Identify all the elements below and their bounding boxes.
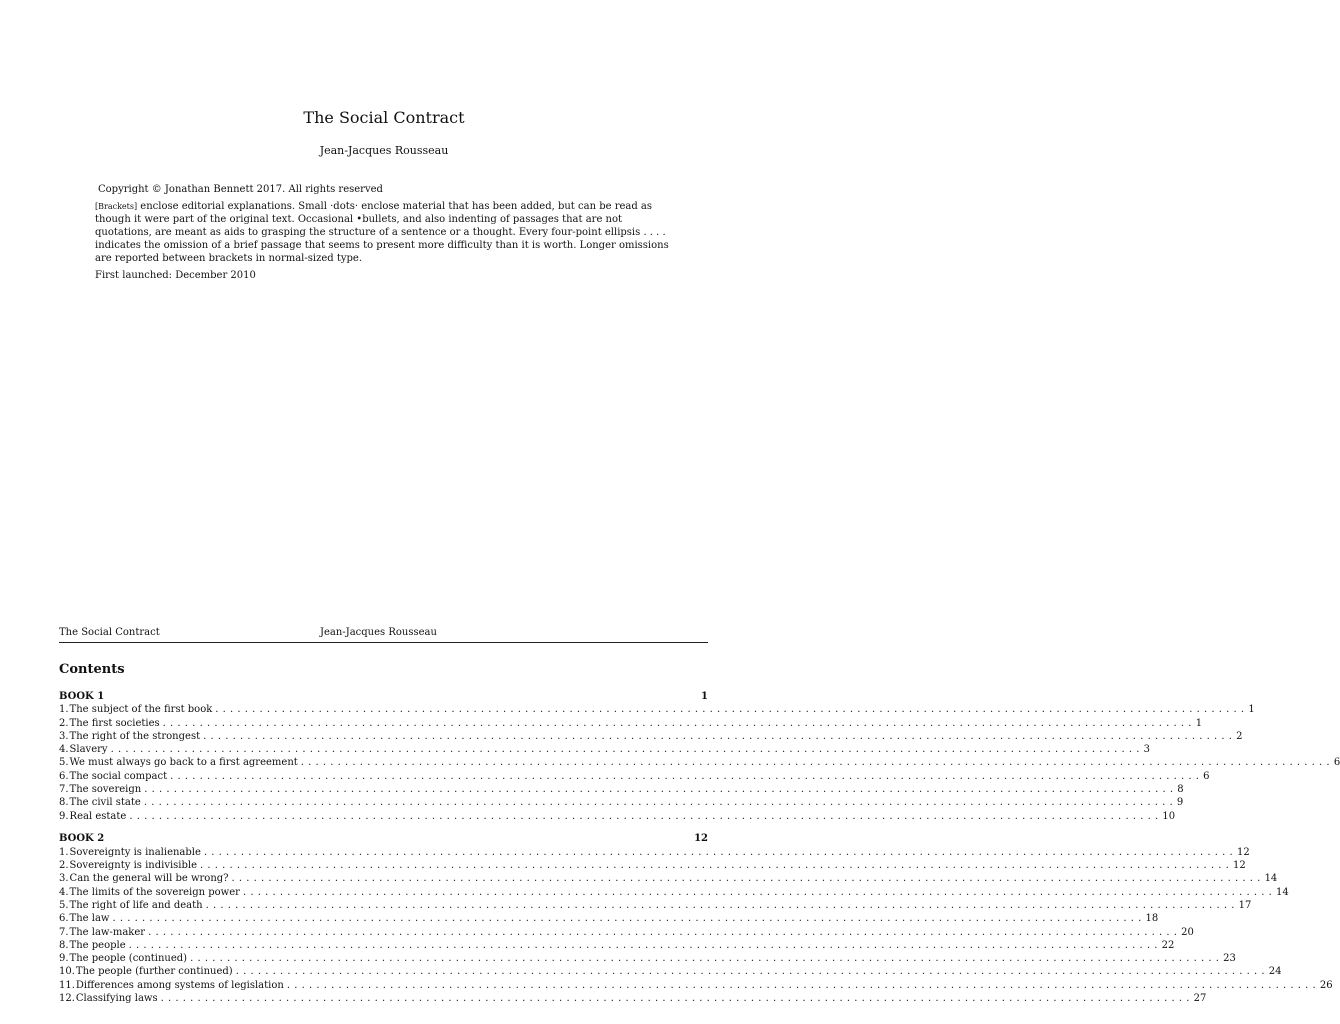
toc-entry-title: The limits of the sovereign power <box>69 886 240 898</box>
toc-entry[interactable] <box>59 899 1252 912</box>
toc-entry-page: 20 <box>1181 926 1194 938</box>
toc-entry[interactable] <box>59 703 1255 716</box>
toc-entry-page: 8 <box>1177 784 1184 796</box>
toc-entry[interactable] <box>59 979 1333 992</box>
toc-entry-number: 4. <box>59 886 69 898</box>
toc-book-row[interactable] <box>59 690 708 703</box>
toc-dot-leader: ............................................................................................................................................ <box>129 810 1163 822</box>
toc-entry[interactable] <box>59 926 1194 939</box>
toc-dot-leader: ............................................................................................................................................ <box>200 860 1234 872</box>
toc-entry[interactable] <box>59 730 1243 743</box>
toc-entry-page: 23 <box>1223 953 1236 965</box>
toc-entry-number: 6. <box>59 770 69 782</box>
toc-entry-page: 17 <box>1238 899 1252 911</box>
toc-entry-title: The civil state <box>69 797 141 809</box>
toc-dot-leader: ............................................................................................................................................ <box>235 966 1269 978</box>
toc-entry-number: 1. <box>59 846 69 858</box>
toc-entry[interactable] <box>59 717 1203 730</box>
toc-entry-title: The people (continued) <box>69 953 188 965</box>
toc-entry-page: 18 <box>1145 913 1159 925</box>
toc-entry-number: 7. <box>59 926 69 938</box>
toc-entry-page: 24 <box>1268 966 1282 978</box>
toc-entry-number: 3. <box>59 730 69 742</box>
toc-entry[interactable] <box>59 886 1289 899</box>
running-header <box>59 627 708 643</box>
toc-entry[interactable] <box>59 872 1278 885</box>
toc-entry-title: The sovereign <box>69 784 142 796</box>
toc-dot-leader: ............................................................................................................................................ <box>205 899 1239 911</box>
running-header-title: The Social Contract <box>59 627 160 638</box>
toc-entry-title: The right of the strongest <box>69 730 201 742</box>
toc-entry-number: 4. <box>59 744 69 756</box>
toc-entry-number: 8. <box>59 939 69 951</box>
toc-entry-title: We must always go back to a first agreement <box>69 757 298 769</box>
toc-entry-page: 1 <box>1195 717 1203 729</box>
toc-entry[interactable] <box>59 912 1159 925</box>
toc-entry-number: 7. <box>59 784 69 796</box>
toc-dot-leader: ............................................................................................................................................ <box>128 939 1162 951</box>
toc-entry-page: 27 <box>1193 993 1207 1005</box>
toc-entry[interactable] <box>59 743 1150 756</box>
toc-dot-leader: ............................................................................................................................................ <box>300 757 1334 769</box>
copyright-notice: Copyright © Jonathan Bennett 2017. All rights reserved <box>98 184 383 195</box>
toc-book-label: BOOK 1 <box>59 691 105 702</box>
toc-book-page: 1 <box>701 691 708 702</box>
toc-dot-leader: ............................................................................................................................................ <box>148 926 1182 938</box>
toc-entry-number: 9. <box>59 953 69 965</box>
document-author: Jean-Jacques Rousseau <box>319 144 449 157</box>
toc-dot-leader: ............................................................................................................................................ <box>162 717 1196 729</box>
intro-brackets-label: [Brackets] <box>95 202 138 211</box>
toc-entry[interactable] <box>59 783 1184 796</box>
toc-entry[interactable] <box>59 952 1236 965</box>
toc-dot-leader: ............................................................................................................................................ <box>143 797 1177 809</box>
toc-entry-page: 6 <box>1333 757 1340 769</box>
toc-entry[interactable] <box>59 859 1246 872</box>
toc-entry-number: 1. <box>59 704 69 716</box>
toc-entry-title: Sovereignty is indivisible <box>69 860 198 872</box>
toc-dot-leader: ............................................................................................................................................ <box>110 744 1144 756</box>
first-launched: First launched: December 2010 <box>95 270 256 281</box>
toc-book-row[interactable] <box>59 832 708 845</box>
toc-entry[interactable] <box>59 770 1210 783</box>
toc-entry[interactable] <box>59 992 1207 1005</box>
toc-entry-title: The social compact <box>69 770 168 782</box>
toc-entry-page: 12 <box>1236 846 1250 858</box>
intro-text: enclose editorial explanations. Small ·dots· enclose material that has been added, but can be read as though it were part of the original text. Occasional •bullets, and also indenting of passages that are not quotations, are meant as aids to grasping the structure of a sentence or a thought. Every four-point ellipsis . . . . indicates the omission of a brief passage that seems to present more difficulty than it is worth. Longer omissions are reported between brackets in normal-sized type. <box>95 201 669 264</box>
table-of-contents <box>59 690 1340 1005</box>
toc-entry[interactable] <box>59 846 1250 859</box>
toc-entry-title: Classifying laws <box>75 993 158 1005</box>
toc-entry-number: 6. <box>59 913 69 925</box>
toc-entry[interactable] <box>59 756 1340 769</box>
toc-dot-leader: ............................................................................................................................................ <box>203 730 1237 742</box>
toc-entry-page: 9 <box>1176 797 1184 809</box>
toc-entry-title: Real estate <box>69 810 127 822</box>
toc-entry-title: Sovereignty is inalienable <box>69 846 201 858</box>
toc-entry-number: 12. <box>59 993 75 1005</box>
toc-entry-page: 14 <box>1264 873 1278 885</box>
toc-entry[interactable] <box>59 810 1176 823</box>
book-spacer <box>59 823 708 833</box>
toc-entry[interactable] <box>59 796 1184 809</box>
toc-dot-leader: ............................................................................................................................................ <box>242 886 1276 898</box>
running-header-author: Jean-Jacques Rousseau <box>320 627 437 638</box>
toc-entry-page: 1 <box>1248 704 1255 716</box>
toc-entry-title: The first societies <box>69 717 160 729</box>
toc-dot-leader: ............................................................................................................................................ <box>190 953 1224 965</box>
toc-entry-page: 12 <box>1233 860 1246 872</box>
toc-entry-number: 2. <box>59 717 69 729</box>
toc-dot-leader: ............................................................................................................................................ <box>231 873 1265 885</box>
toc-entry-title: The law-maker <box>69 926 146 938</box>
editorial-intro <box>95 200 677 265</box>
toc-entry-title: The people (further continued) <box>75 966 233 978</box>
toc-entry-page: 6 <box>1203 770 1210 782</box>
toc-entry-page: 14 <box>1275 886 1289 898</box>
toc-entry-title: The right of life and death <box>69 899 203 911</box>
toc-entry-page: 10 <box>1162 810 1176 822</box>
toc-dot-leader: ............................................................................................................................................ <box>160 993 1194 1005</box>
toc-book-page: 12 <box>694 833 708 845</box>
toc-entry-number: 10. <box>59 966 75 978</box>
toc-dot-leader: ............................................................................................................................................ <box>170 770 1204 782</box>
contents-heading: Contents <box>59 662 125 677</box>
toc-entry-number: 11. <box>59 979 75 991</box>
toc-entry-number: 8. <box>59 797 69 809</box>
toc-dot-leader: ............................................................................................................................................ <box>112 913 1146 925</box>
toc-entry-number: 5. <box>59 757 69 769</box>
toc-entry[interactable] <box>59 939 1175 952</box>
toc-entry-title: Can the general will be wrong? <box>69 873 229 885</box>
toc-entry-number: 5. <box>59 899 69 911</box>
toc-book-label: BOOK 2 <box>59 833 105 845</box>
toc-entry[interactable] <box>59 965 1282 978</box>
toc-entry-number: 9. <box>59 810 69 822</box>
toc-entry-title: Differences among systems of legislation <box>75 979 284 991</box>
toc-dot-leader: ............................................................................................................................................ <box>215 704 1249 716</box>
toc-dot-leader: ............................................................................................................................................ <box>144 784 1178 796</box>
document-title: The Social Contract <box>303 108 465 127</box>
toc-entry-page: 3 <box>1143 744 1150 756</box>
toc-entry-title: The people <box>69 939 126 951</box>
toc-entry-title: Slavery <box>69 744 108 756</box>
toc-entry-number: 2. <box>59 860 69 872</box>
toc-entry-number: 3. <box>59 873 69 885</box>
toc-entry-title: The law <box>69 913 110 925</box>
toc-dot-leader: ............................................................................................................................................ <box>286 979 1320 991</box>
toc-entry-page: 2 <box>1236 730 1243 742</box>
toc-dot-leader: ............................................................................................................................................ <box>203 846 1237 858</box>
toc-entry-page: 22 <box>1161 939 1175 951</box>
toc-entry-page: 26 <box>1319 979 1333 991</box>
toc-entry-title: The subject of the first book <box>69 704 213 716</box>
